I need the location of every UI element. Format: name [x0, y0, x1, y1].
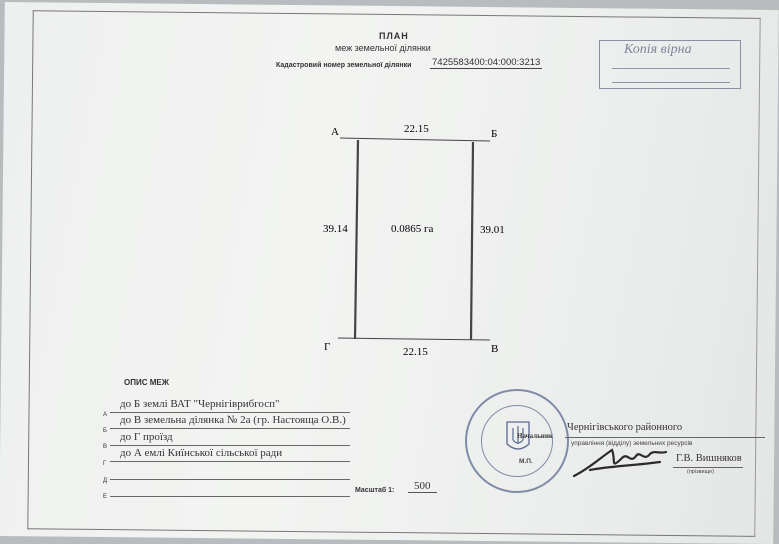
scale-label: Масштаб 1:: [355, 487, 395, 494]
corner-a: А: [331, 126, 339, 138]
row-line: [110, 412, 350, 413]
corner-v: В: [491, 343, 499, 355]
top-length: 22.15: [404, 123, 429, 135]
page-subtitle: меж земельної ділянки: [335, 43, 431, 53]
cadastral-label: Кадастровий номер земельної ділянки: [276, 62, 412, 69]
row-letter: В: [103, 444, 108, 450]
cadastral-number: 7425583400:04:000:3213: [432, 57, 541, 68]
description-title: ОПИС МЕЖ: [124, 378, 169, 387]
row-letter: Г: [103, 461, 107, 467]
row-line: [110, 428, 350, 429]
seal-mark: М.П.: [519, 458, 533, 465]
row-line: [110, 445, 350, 446]
scale-value: 500: [408, 480, 437, 493]
boundary-right: [471, 142, 473, 340]
plot-area: 0.0865 га: [391, 223, 434, 235]
bottom-length: 22.15: [403, 346, 428, 358]
left-length: 39.14: [323, 223, 348, 235]
signer-department: управління (відділу) земельних ресурсів: [571, 440, 693, 447]
boundary-bottom: [338, 338, 490, 340]
row-letter: Е: [103, 494, 108, 500]
signer-office: Чернігівського районного: [567, 422, 683, 433]
row-line: [110, 461, 350, 462]
copy-stamp-text: Копія вірна: [624, 42, 692, 57]
name-line: [673, 467, 743, 468]
row-letter: Д: [103, 478, 108, 484]
row-text: до А емлі Киїнської сільської ради: [120, 447, 283, 459]
row-line: [110, 496, 350, 497]
signer-name: Г.В. Вишняков: [676, 453, 742, 464]
signer-line: [565, 437, 765, 438]
corner-g: Г: [324, 341, 331, 353]
name-caption: (прізвище): [687, 469, 714, 475]
handwritten-signature: [570, 440, 670, 480]
row-text: до Г проїзд: [120, 431, 173, 443]
row-line: [110, 479, 350, 480]
row-letter: Б: [103, 428, 107, 434]
row-text: до В земельна ділянка № 2а (гр. Настоящa О.В.): [120, 414, 346, 426]
boundary-left: [355, 140, 358, 339]
page-title: ПЛАН: [379, 31, 409, 41]
signer-title: Начальник: [517, 432, 553, 440]
row-letter: А: [103, 412, 108, 418]
right-length: 39.01: [480, 224, 505, 236]
corner-b: Б: [491, 128, 498, 140]
row-text: до Б землі ВАТ "Чернігіврибгосп": [120, 398, 280, 410]
boundary-top: [340, 138, 490, 141]
